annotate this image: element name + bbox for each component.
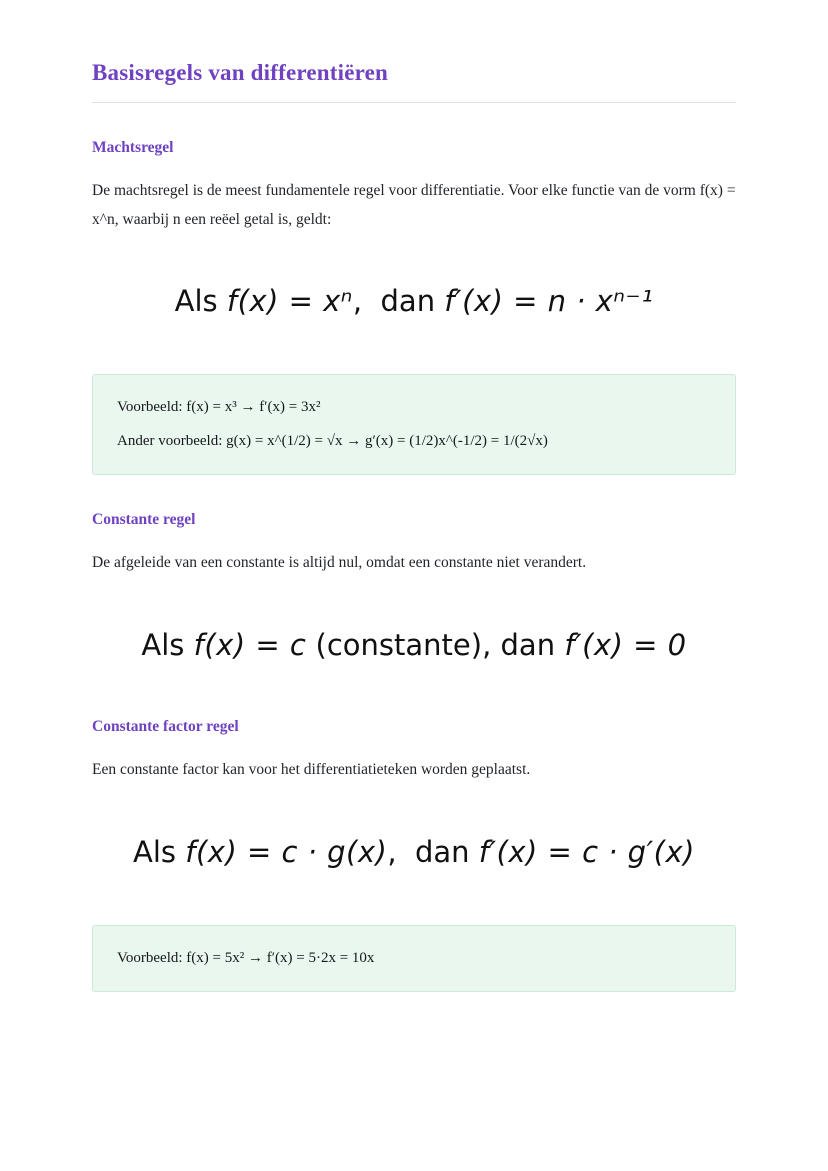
formula-math: f(x) = xⁿ bbox=[226, 284, 353, 319]
formula-constante-factor-regel bbox=[92, 835, 736, 869]
example-box-constante-factor bbox=[92, 925, 736, 992]
section-paragraph: De afgeleide van een constante is altijd nul, omdat een constante niet verandert. bbox=[92, 554, 587, 572]
formula-text: Als bbox=[133, 834, 186, 869]
formula-machtsregel bbox=[92, 284, 736, 318]
section-constante-regel bbox=[92, 511, 736, 662]
section-heading-constante-factor-regel: Constante factor regel bbox=[92, 718, 239, 736]
section-paragraph: Een constante factor kan voor het differentiatieteken worden geplaatst. bbox=[92, 761, 531, 779]
formula-text: (constante), dan bbox=[306, 628, 565, 663]
example-line: Voorbeeld: f(x) = 5x² → f′(x) = 5·2x = 10x bbox=[117, 949, 375, 966]
example-line: Ander voorbeeld: g(x) = x^(1/2) = √x → g′(x) = (1/2)x^(-1/2) = 1/(2√x) bbox=[117, 433, 548, 450]
formula-text: , dan bbox=[387, 834, 479, 869]
formula-text: Als bbox=[174, 284, 227, 319]
formula-text: Als bbox=[141, 628, 194, 663]
title-divider bbox=[92, 102, 736, 103]
formula-math: f(x) = c bbox=[193, 628, 307, 663]
formula-constante-regel bbox=[92, 628, 736, 662]
formula-math: f′(x) = c · g′(x) bbox=[478, 834, 695, 869]
formula-math: f′(x) = 0 bbox=[564, 628, 687, 663]
example-line: Voorbeeld: f(x) = x³ → f′(x) = 3x² bbox=[117, 399, 321, 416]
formula-math: f(x) = c · g(x) bbox=[185, 834, 388, 869]
section-heading-machtsregel: Machtsregel bbox=[92, 139, 174, 156]
example-box-machtsregel bbox=[92, 374, 736, 475]
section-paragraph: De machtsregel is de meest fundamentele regel voor differentiatie. Voor elke functie van de vorm f(x) = x^n, waarbij n een reëel getal is, geldt: bbox=[92, 182, 736, 228]
section-constante-factor-regel bbox=[92, 718, 736, 992]
formula-math: f′(x) = n · xⁿ⁻¹ bbox=[444, 284, 654, 319]
page-title: Basisregels van differentiëren bbox=[92, 60, 389, 85]
formula-text: , dan bbox=[352, 284, 445, 319]
section-heading-constante-regel: Constante regel bbox=[92, 511, 196, 529]
section-machtsregel bbox=[92, 139, 736, 475]
